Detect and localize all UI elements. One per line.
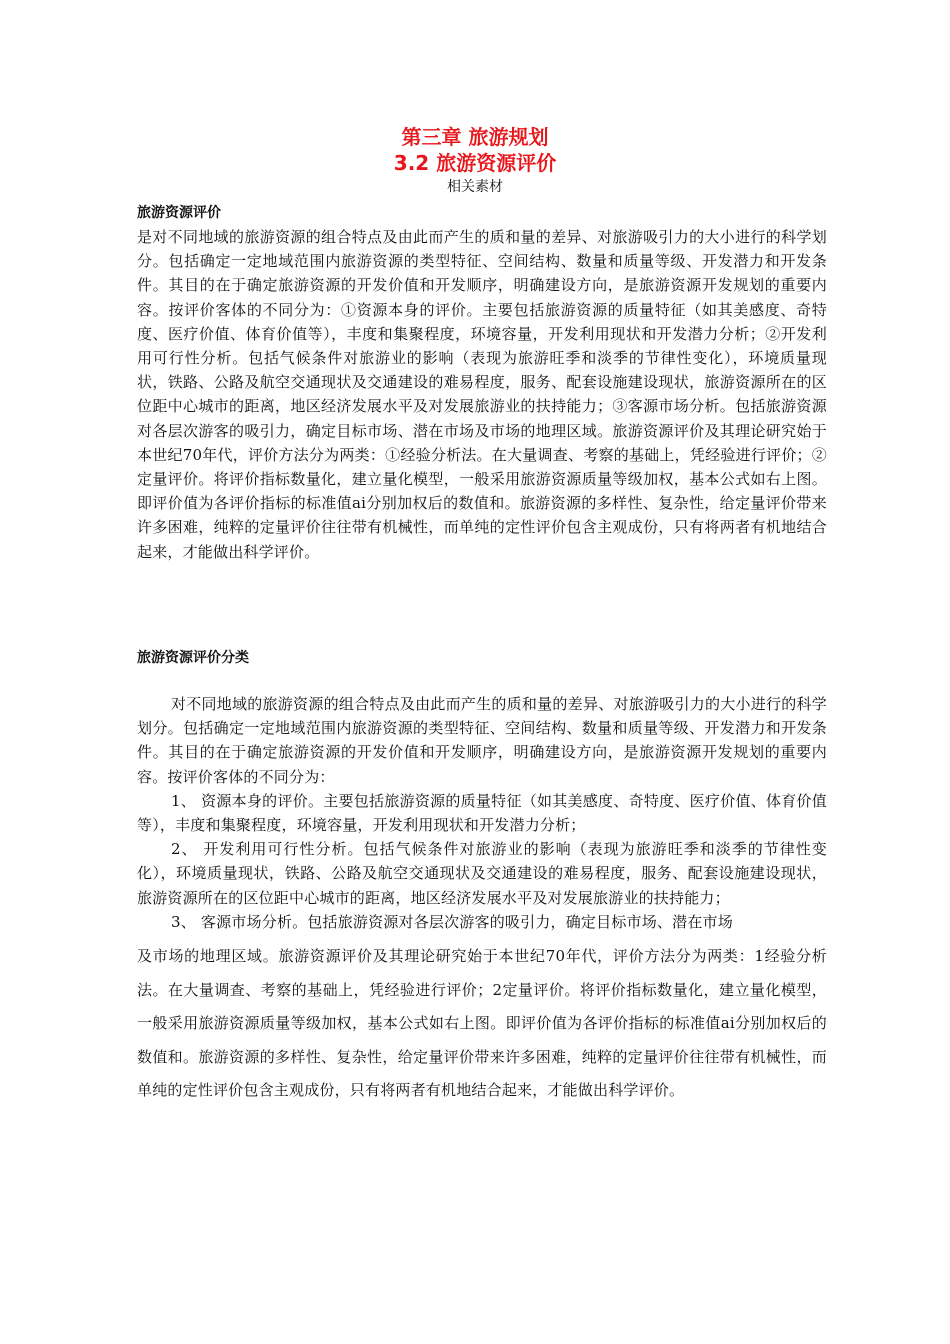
section-evaluation xyxy=(137,201,827,564)
subtitle: 相关素材 xyxy=(447,179,503,195)
section-classification xyxy=(137,646,827,1108)
title-block xyxy=(0,124,950,198)
section-heading: 旅游资源评价分类 xyxy=(137,650,249,666)
list-item: 3、 客源市场分析。包括旅游资源对各层次游客的吸引力，确定目标市场、潜在市场 xyxy=(171,912,733,931)
section-title: 3.2 旅游资源评价 xyxy=(393,151,557,175)
list-item: 1、 资源本身的评价。主要包括旅游资源的质量特征（如其美感度、奇特度、医疗价值、体育价值等），丰度和集聚程度，环境容量，开发利用现状和开发潜力分析； xyxy=(137,791,827,835)
chapter-title: 第三章 旅游规划 xyxy=(401,125,549,149)
list-item: 2、 开发利用可行性分析。包括气候条件对旅游业的影响（表现为旅游旺季和淡季的节律性变化），环境质量现状，铁路、公路及航空交通现状及交通建设的难易程度，服务、配套设施建设现状，旅游资源所在的区位距中心城市的距离，地区经济发展水平及对发展旅游业的扶持能力； xyxy=(137,840,827,907)
section-intro: 对不同地域的旅游资源的组合特点及由此而产生的质和量的差异、对旅游吸引力的大小进行的科学划分。包括确定一定地域范围内旅游资源的类型特征、空间结构、数量和质量等级、开发潜力和开发条件。其目的在于确定旅游资源的开发价值和开发顺序，明确建设方向，是旅游资源开发规划的重要内容。按评价客体的不同分为： xyxy=(137,695,827,786)
section-body: 是对不同地域的旅游资源的组合特点及由此而产生的质和量的差异、对旅游吸引力的大小进行的科学划分。包括确定一定地域范围内旅游资源的类型特征、空间结构、数量和质量等级、开发潜力和开发条件。其目的在于确定旅游资源的开发价值和开发顺序，明确建设方向，是旅游资源开发规划的重要内容。按评价客体的不同分为：①资源本身的评价。主要包括旅游资源的质量特征（如其美感度、奇特度、医疗价值、体育价值等），丰度和集聚程度，环境容量，开发利用现状和开发潜力分析；②开发利用可行性分析。包括气候条件对旅游业的影响（表现为旅游旺季和淡季的节律性变化），环境质量现状，铁路、公路及航空交通现状及交通建设的难易程度，服务、配套设施建设现状，旅游资源所在的区位距中心城市的距离，地区经济发展水平及对发展旅游业的扶持能力；③客源市场分析。包括旅游资源对各层次游客的吸引力，确定目标市场、潜在市场及市场的地理区域。旅游资源评价及其理论研究始于本世纪70年代，评价方法分为两类：①经验分析法。在大量调查、考察的基础上，凭经验进行评价；②定量评价。将评价指标数量化，建立量化模型，一般采用旅游资源质量等级加权，基本公式如右上图。即评价值为各评价指标的标准值ai分别加权后的数值和。旅游资源的多样性、复杂性，给定量评价带来许多困难，纯粹的定量评价往往带有机械性，而单纯的定性评价包含主观成份，只有将两者有机地结合起来，才能做出科学评价。 xyxy=(137,228,827,561)
section-tail: 及市场的地理区域。旅游资源评价及其理论研究始于本世纪70年代，评价方法分为两类：1经验分析法。在大量调查、考察的基础上，凭经验进行评价；2定量评价。将评价指标数量化，建立量化模型，一般采用旅游资源质量等级加权，基本公式如右上图。即评价值为各评价指标的标准值ai分别加权后的数值和。旅游资源的多样性、复杂性，给定量评价带来许多困难，纯粹的定量评价往往带有机械性，而单纯的定性评价包含主观成份，只有将两者有机地结合起来，才能做出科学评价。 xyxy=(137,947,827,1100)
section-heading: 旅游资源评价 xyxy=(137,205,221,221)
